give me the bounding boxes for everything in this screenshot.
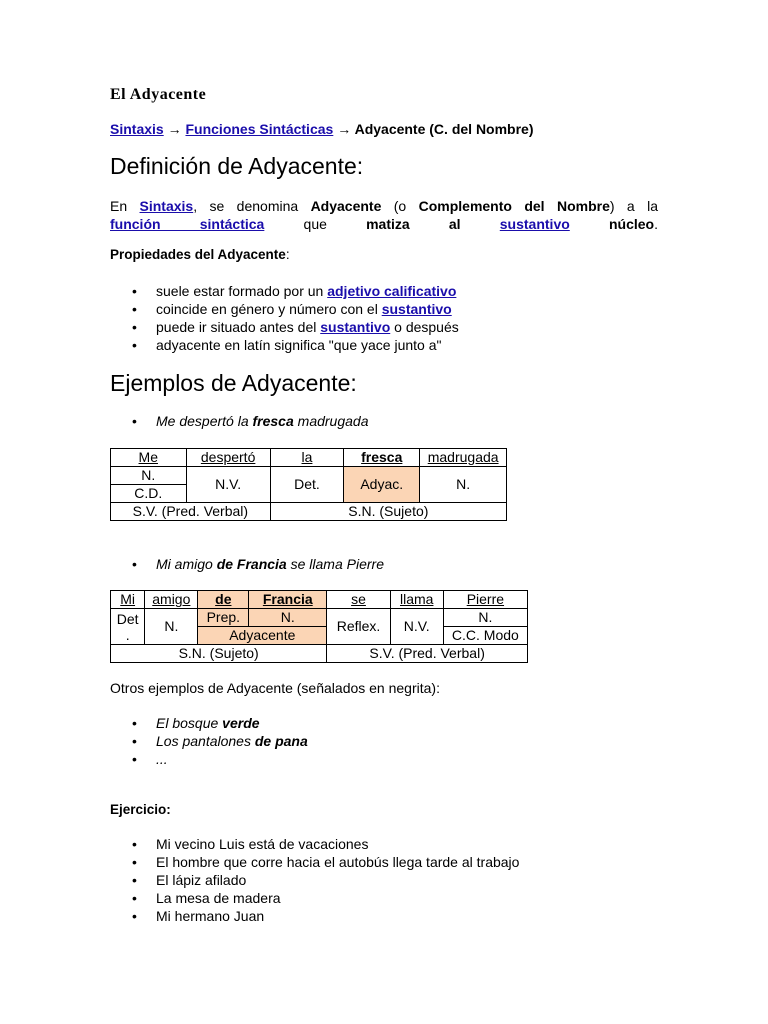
link-sustantivo[interactable]: sustantivo: [499, 216, 570, 232]
table-cell: C.D.: [111, 485, 187, 503]
table-cell: N.: [249, 609, 327, 627]
breadcrumb-link-sintaxis[interactable]: Sintaxis: [110, 121, 164, 137]
example2-table: [110, 590, 528, 663]
table-cell: despertó: [186, 449, 270, 467]
list-item: • puede ir situado antes del sustantivo o después: [156, 318, 459, 336]
list-item: • El hombre que corre hacia el autobús llega tarde al trabajo: [156, 853, 519, 871]
table-cell: Reflex.: [327, 609, 390, 645]
link-adjetivo-calificativo[interactable]: adjetivo calificativo: [327, 283, 457, 299]
properties-list: [110, 282, 459, 354]
list-item: • El bosque verde: [156, 714, 308, 732]
table-cell: N.: [443, 609, 527, 627]
table-cell: S.N. (Sujeto): [270, 503, 506, 521]
list-item: • Los pantalones de pana: [156, 732, 308, 750]
list-item: • Me despertó la fresca madrugada: [156, 412, 368, 430]
examples-heading: Ejemplos de Adyacente:: [110, 370, 357, 396]
table-cell: Det.: [270, 467, 344, 503]
definition-heading: Definición de Adyacente:: [110, 153, 364, 179]
list-item: • Mi hermano Juan: [156, 907, 519, 925]
properties-label: Propiedades del Adyacente:: [110, 247, 290, 262]
table-cell: madrugada: [420, 449, 507, 467]
breadcrumb-link-funciones[interactable]: Funciones Sintácticas: [185, 121, 334, 137]
table-cell: Francia: [249, 591, 327, 609]
list-item: • adyacente en latín significa "que yace junto a": [156, 336, 459, 354]
table-cell: se: [327, 591, 390, 609]
breadcrumb-arrow: →: [333, 121, 355, 137]
link-funcion-sintactica[interactable]: función sintáctica: [110, 216, 265, 232]
list-item: • ...: [156, 750, 308, 768]
table-cell: la: [270, 449, 344, 467]
list-item: • suele estar formado por un adjetivo calificativo: [156, 282, 459, 300]
list-item: • El lápiz afilado: [156, 871, 519, 889]
table-cell: Adyac.: [344, 467, 420, 503]
table-cell: Mi: [111, 591, 145, 609]
list-item: • Mi amigo de Francia se llama Pierre: [156, 555, 384, 573]
table-cell: Adyacente: [198, 627, 327, 645]
table-cell: de: [198, 591, 249, 609]
exercise-list: [110, 835, 519, 925]
table-cell: amigo: [145, 591, 198, 609]
exercise-label: Ejercicio:: [110, 802, 171, 817]
example2-sentence: [110, 555, 384, 573]
breadcrumb-current: Adyacente (C. del Nombre): [354, 121, 534, 137]
table-cell: Prep.: [198, 609, 249, 627]
other-examples-list: [110, 714, 308, 768]
breadcrumb: [110, 121, 534, 137]
table-cell: fresca: [344, 449, 420, 467]
doc-title: El Adyacente: [110, 86, 207, 103]
link-sustantivo[interactable]: sustantivo: [381, 301, 452, 317]
definition-paragraph: En Sintaxis, se denomina Adyacente (o Complemento del Nombre) a la función sintáctica que matiza al sustantivo núcleo.: [110, 198, 658, 232]
table-cell: Pierre: [443, 591, 527, 609]
list-item: • coincide en género y número con el sustantivo: [156, 300, 459, 318]
table-cell: llama: [390, 591, 443, 609]
list-item: • Mi vecino Luis está de vacaciones: [156, 835, 519, 853]
link-sustantivo[interactable]: sustantivo: [320, 319, 391, 335]
example1-sentence: [110, 412, 368, 430]
table-cell: N.: [111, 467, 187, 485]
table-cell: N.: [145, 609, 198, 645]
other-examples-intro: Otros ejemplos de Adyacente (señalados en negrita):: [110, 680, 440, 696]
table-cell: S.V. (Pred. Verbal): [111, 503, 271, 521]
example1-table: [110, 448, 507, 521]
breadcrumb-arrow: →: [163, 121, 186, 137]
table-cell: S.V. (Pred. Verbal): [327, 645, 528, 663]
table-cell: N.V.: [390, 609, 443, 645]
table-cell: Me: [111, 449, 187, 467]
list-item: • La mesa de madera: [156, 889, 519, 907]
link-sintaxis[interactable]: Sintaxis: [139, 198, 194, 214]
table-cell: C.C. Modo: [443, 627, 527, 645]
table-cell: N.V.: [186, 467, 270, 503]
table-cell: N.: [420, 467, 507, 503]
table-cell: S.N. (Sujeto): [111, 645, 327, 663]
table-cell: Det .: [111, 609, 145, 645]
